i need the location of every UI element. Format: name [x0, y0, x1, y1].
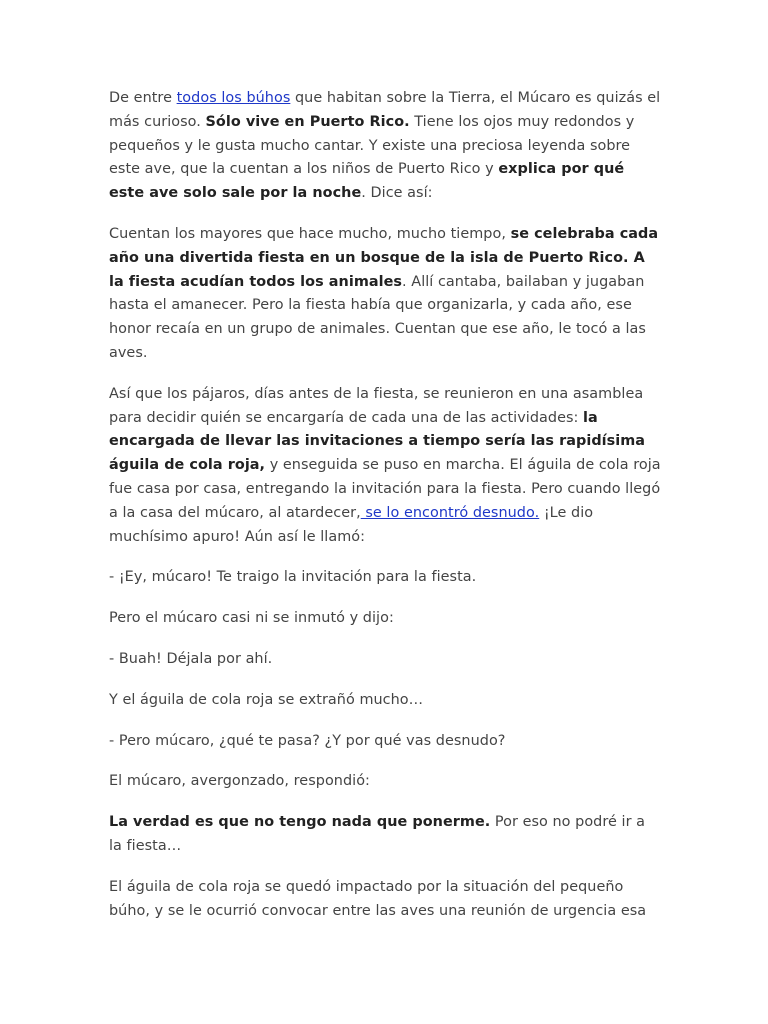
- text-segment: De entre: [109, 90, 177, 106]
- story-text: [109, 87, 662, 940]
- bold-text: explica por qué este ave solo sale por la noche: [109, 161, 625, 202]
- text-segment: que habitan sobre la Tierra, el Múcaro es quizás el más curioso.: [109, 90, 661, 130]
- link-se-lo-encontro-desnudo[interactable]: se lo encontró desnudo.: [360, 504, 540, 521]
- paragraph: [109, 770, 662, 794]
- bold-text: La verdad es que no tengo nada que ponerme.: [109, 814, 491, 831]
- text-segment: y enseguida se puso en marcha. El águila de cola roja fue casa por casa, entregando la invitación para la fiesta. Pero cuando llegó a la casa del múcaro, al atardecer,: [109, 457, 661, 521]
- text-segment: Tiene los ojos muy redondos y pequeños y le gusta mucho cantar. Y existe una preciosa leyenda sobre este ave, que la cuentan a los niños de Puerto Rico y: [109, 113, 635, 178]
- paragraph: [109, 689, 662, 713]
- text-segment: Pero el múcaro casi ni se inmutó y dijo:: [109, 610, 394, 627]
- text-segment: . Allí cantaba, bailaban y jugaban hasta el amanecer. Pero la fiesta había que organizarla, y cada año, ese honor recaía en un grupo de animales. Cuentan que ese año, le tocó a las aves.: [109, 273, 646, 361]
- text-segment: . Dice así:: [361, 185, 433, 202]
- bold-text: Sólo vive en Puerto Rico.: [205, 113, 410, 130]
- text-segment: El águila de cola roja se quedó impactado por la situación del pequeño búho, y se le ocurrió convocar entre las aves una reunión de urgencia esa: [109, 878, 647, 919]
- paragraph: [109, 648, 662, 672]
- bold-text: se celebraba cada año una divertida fiesta en un bosque de la isla de Puerto Rico. A la fiesta acudían todos los animales: [109, 225, 659, 290]
- paragraph: [109, 730, 662, 754]
- dialogue-line: - ¡Ey, múcaro! Te traigo la invitación para la fiesta.: [109, 569, 477, 586]
- dialogue-line: - Buah! Déjala por ahí.: [109, 650, 273, 667]
- bold-text: la encargada de llevar las invitaciones a tiempo sería las rapidísima águila de cola roja,: [109, 409, 646, 474]
- paragraph: [109, 566, 662, 590]
- paragraph: [109, 223, 662, 366]
- link-todos-los-buhos[interactable]: todos los búhos: [176, 90, 291, 106]
- text-segment: Cuentan los mayores que hace mucho, mucho tiempo,: [109, 225, 511, 242]
- paragraph: [109, 87, 662, 206]
- paragraph: [109, 383, 662, 550]
- text-segment: Y el águila de cola roja se extrañó mucho…: [109, 691, 424, 708]
- text-segment: Por eso no podré ir a la fiesta…: [109, 814, 646, 854]
- paragraph: [109, 876, 662, 924]
- paragraph: [109, 607, 662, 631]
- text-segment: ¡Le dio muchísimo apuro! Aún así le llamó:: [109, 504, 594, 545]
- paragraph: [109, 811, 662, 859]
- text-segment: El múcaro, avergonzado, respondió:: [109, 773, 370, 790]
- text-segment: Así que los pájaros, días antes de la fiesta, se reunieron en una asamblea para decidir quién se encargaría de cada una de las actividades:: [109, 385, 644, 426]
- dialogue-line: - Pero múcaro, ¿qué te pasa? ¿Y por qué vas desnudo?: [109, 732, 506, 749]
